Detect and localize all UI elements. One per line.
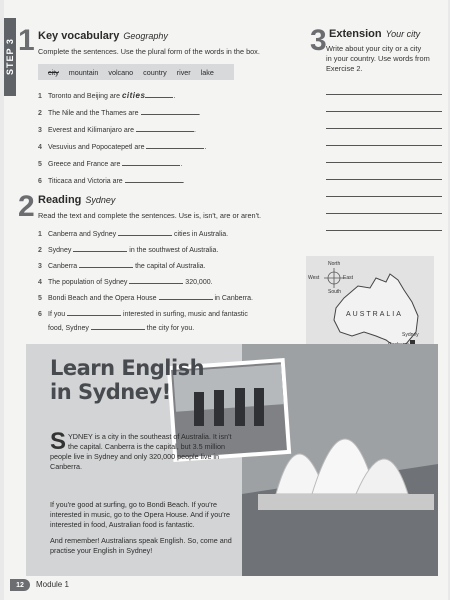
exercise-2-item: 6 If you interested in surfing, music and fantastic — [38, 308, 248, 318]
map-north-label: North — [328, 261, 341, 267]
answer-blank[interactable] — [73, 244, 127, 252]
answer-blank[interactable] — [122, 158, 180, 166]
map-west-label: West — [308, 275, 320, 281]
writing-line[interactable] — [326, 196, 442, 197]
exercise-2-subtitle: Sydney — [85, 195, 116, 205]
article-paragraph-2: If you're good at surfing, go to Bondi Beach. If you're interested in music, go to the Opera House. And if you're interested in food, Australian food is fantastic. — [50, 500, 230, 529]
answer-blank[interactable] — [159, 292, 213, 300]
exercise-1-subtitle: Geography — [123, 31, 168, 41]
answer-blank[interactable] — [146, 141, 204, 149]
writing-line[interactable] — [326, 213, 442, 214]
writing-line[interactable] — [326, 145, 442, 146]
answer-blank[interactable] — [67, 308, 121, 316]
writing-line[interactable] — [326, 179, 442, 180]
word-box — [38, 64, 234, 80]
answer-blank[interactable] — [145, 90, 173, 98]
workbook-page — [4, 0, 448, 600]
exercise-1-item: 3 Everest and Kilimanjaro are . — [38, 124, 196, 134]
writing-line[interactable] — [326, 111, 442, 112]
answer-blank[interactable] — [129, 276, 183, 284]
drop-cap: S — [50, 428, 67, 455]
exercise-3-subtitle: Your city — [385, 29, 421, 39]
exercise-1-item: 5 Greece and France are . — [38, 158, 182, 168]
exercise-1-item: 1 Toronto and Beijing are cities . — [38, 91, 176, 100]
word-box-item: lake — [200, 67, 214, 77]
exercise-2-item: food, Sydney the city for you. — [38, 322, 194, 332]
exercise-number-2: 2 — [18, 190, 35, 223]
answer-blank[interactable] — [91, 322, 145, 330]
exercise-number-3: 3 — [310, 24, 327, 57]
map-east-label: East — [343, 275, 354, 281]
exercise-3-instruction-line: Exercise 2. — [326, 64, 363, 73]
writing-line[interactable] — [326, 230, 442, 231]
exercise-2-heading — [38, 194, 115, 206]
answer-blank[interactable] — [118, 228, 172, 236]
australia-outline-icon — [306, 256, 434, 356]
exercise-3-heading — [329, 28, 420, 40]
exercise-1-item: 6 Titicaca and Victoria are . — [38, 175, 185, 185]
exercise-number-1: 1 — [18, 24, 35, 57]
module-label: Module 1 — [36, 580, 69, 589]
exercise-2-item: 4 The population of Sydney 320,000. — [38, 276, 213, 286]
map-country-label: AUSTRALIA — [346, 311, 403, 318]
answer-blank[interactable] — [79, 260, 133, 268]
writing-line[interactable] — [326, 162, 442, 163]
step-tab: STEP 3 — [4, 18, 16, 96]
word-box-item: city — [48, 67, 59, 77]
answer-blank[interactable] — [136, 124, 194, 132]
exercise-3-instruction-line: in your country. Use words from — [326, 54, 430, 63]
australia-map — [306, 256, 434, 356]
handwritten-answer: cities — [121, 91, 146, 100]
exercise-3-title: Extension — [329, 28, 382, 40]
exercise-1-heading — [38, 30, 168, 42]
article-paragraph-3: And remember! Australians speak English. So, come and practise your English in Sydney! — [50, 536, 232, 555]
exercise-3-instruction-line: Write about your city or a city — [326, 44, 422, 53]
word-box-item: volcano — [108, 67, 134, 77]
exercise-2-item: 2 Sydney in the southwest of Australia. — [38, 244, 218, 254]
exercise-2-title: Reading — [38, 194, 82, 206]
article-title-line-2: in Sydney! — [50, 380, 171, 404]
page-number: 12 — [10, 579, 30, 591]
word-box-item: mountain — [68, 67, 99, 77]
exercise-2-instruction: Read the text and complete the sentences. Use is, isn't, are or aren't. — [38, 211, 262, 220]
exercise-1-instruction: Complete the sentences. Use the plural form of the words in the box. — [38, 47, 260, 56]
article-title — [50, 356, 204, 404]
answer-blank[interactable] — [141, 107, 199, 115]
article-title-line-1: Learn English — [50, 356, 205, 380]
word-box-item: country — [143, 67, 167, 77]
exercise-2-item: 3 Canberra the capital of Australia. — [38, 260, 206, 270]
map-city-sydney: Sydney — [402, 332, 419, 338]
article-paragraph-1: SYDNEY is a city in the southeast of Australia. It isn't the capital. Canberra is the capital, but 3.5 million people live in Sydney and only 320,000 people live in Canberra. — [50, 428, 232, 471]
exercise-2-item: 1 Canberra and Sydney cities in Australia. — [38, 228, 228, 238]
writing-line[interactable] — [326, 128, 442, 129]
map-south-label: South — [328, 289, 342, 295]
exercise-1-title: Key vocabulary — [38, 30, 120, 42]
exercise-1-item: 4 Vesuvius and Popocatepetl are . — [38, 141, 206, 151]
writing-line[interactable] — [326, 94, 442, 95]
exercise-1-item: 2 The Nile and the Thames are . — [38, 107, 200, 117]
word-box-item: river — [176, 67, 191, 77]
answer-blank[interactable] — [125, 175, 183, 183]
exercise-2-item: 5 Bondi Beach and the Opera House in Canberra. — [38, 292, 253, 302]
